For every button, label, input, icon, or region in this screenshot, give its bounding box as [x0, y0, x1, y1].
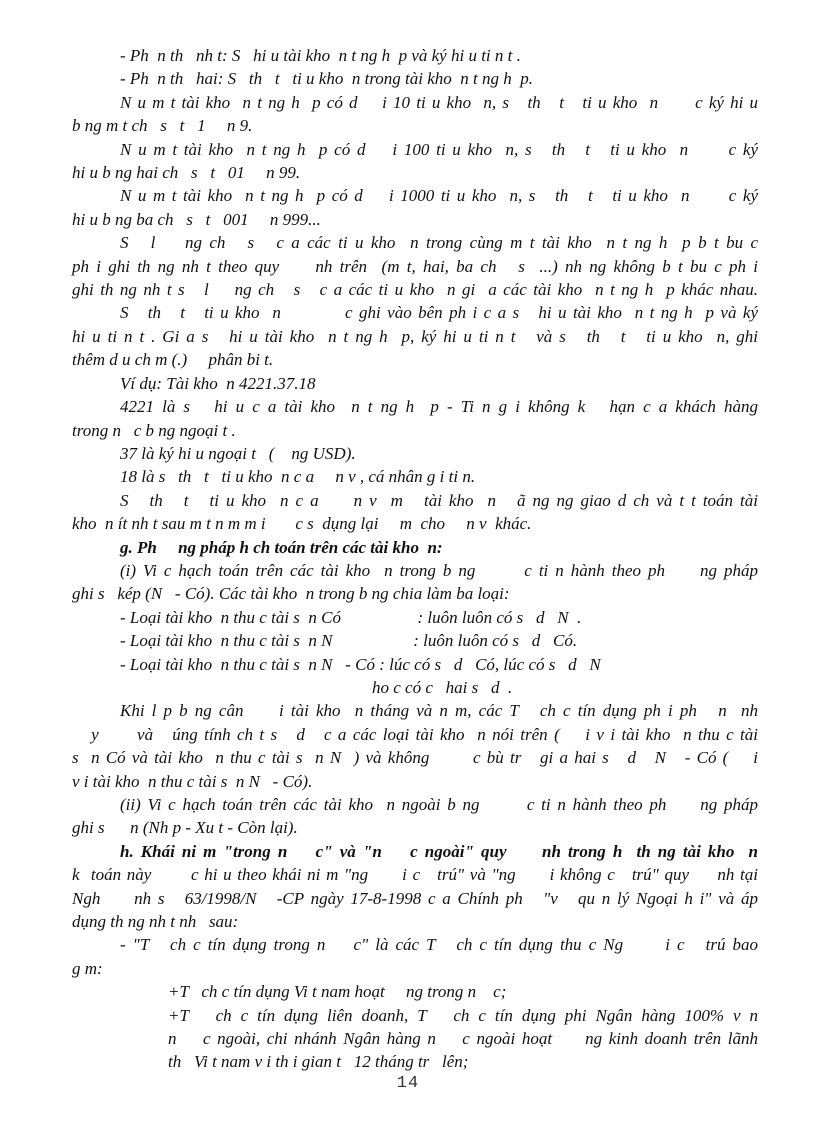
- text-line: - "T ch c tín dụng trong n c" là các T ch c tín dụng thu c Ng i c trú bao: [120, 935, 758, 955]
- text-line: ph i ghi th ng nh t theo quy nh trên (m t, hai, ba ch s ...) nh ng không b t bu c ph i: [72, 256, 758, 276]
- text-line: - Loại tài kho n thu c tài s n N : luôn luôn có s d Có.: [120, 631, 578, 651]
- text-line: kho n ít nh t sau m t n m m i c s dụng lại m cho n v khác.: [72, 514, 532, 534]
- text-line: b ng m t ch s t 1 n 9.: [72, 116, 253, 136]
- text-line: n c ngoài, chi nhánh Ngân hàng n c ngoài hoạt ng kinh doanh trên lãnh: [168, 1029, 758, 1049]
- text-line: S th t ti u kho n c a n v m tài kho n ã ng ng giao d ch và t t toán tài: [120, 490, 758, 510]
- text-line: thêm d u ch m (.) phân bi t.: [72, 350, 274, 370]
- page-number: 14: [396, 1074, 420, 1093]
- text-line: h. Khái ni m "trong n c" và "n c ngoài" quy nh trong h th ng tài kho n: [120, 841, 758, 861]
- text-line: Ngh nh s 63/1998/N -CP ngày 17-8-1998 c a Chính ph "v qu n lý Ngoại h i" và áp: [72, 888, 758, 908]
- text-line: ghi th ng nh t s l ng ch s c a các ti u kho n gi a các tài kho n t ng h p khác nhau.: [72, 280, 758, 300]
- text-line: th Vi t nam v i th i gian t 12 tháng tr lên;: [168, 1052, 469, 1072]
- text-line: trong n c b ng ngoại t .: [72, 420, 236, 440]
- text-line: (ii) Vi c hạch toán trên các tài kho n ngoài b ng c ti n hành theo ph ng pháp: [120, 795, 758, 814]
- text-line: g. Ph ng pháp h ch toán trên các tài kho n:: [120, 537, 443, 557]
- text-line: g m:: [72, 958, 103, 978]
- text-line: N u m t tài kho n t ng h p có d i 100 ti u kho n, s th t ti u kho n c ký: [120, 139, 758, 159]
- text-line: Ví dụ: Tài kho n 4221.37.18: [120, 373, 316, 393]
- text-line: s n Có và tài kho n thu c tài s n N ) và không c bù tr gi a hai s d N - Có ( i: [72, 748, 758, 768]
- text-line: ghi s kép (N - Có). Các tài kho n trong b ng chia làm ba loại:: [72, 584, 510, 604]
- text-line: - Loại tài kho n thu c tài s n N - Có : lúc có s d Có, lúc có s d N: [120, 654, 601, 674]
- text-line: k toán này c hi u theo khái ni m "ng i c trú" và "ng i không c trú" quy nh tại: [72, 865, 758, 885]
- text-line: N u m t tài kho n t ng h p có d i 1000 ti u kho n, s th t ti u kho n c ký: [120, 186, 758, 206]
- text-line: ho c có c hai s d .: [372, 677, 513, 697]
- text-line: v i tài kho n thu c tài s n N - Có).: [72, 771, 313, 791]
- text-line: (i) Vi c hạch toán trên các tài kho n trong b ng c ti n hành theo ph ng pháp: [120, 560, 758, 580]
- text-line: +T ch c tín dụng Vi t nam hoạt ng trong n c;: [168, 982, 507, 1002]
- text-line: 18 là s th t ti u kho n c a n v , cá nhân g i ti n.: [120, 467, 476, 487]
- document-body: [72, 44, 758, 1074]
- text-line: hi u b ng hai ch s t 01 n 99.: [72, 163, 301, 183]
- text-line: y và úng tính ch t s d c a các loại tài kho n nói trên ( i v i tài kho n thu c tài: [72, 724, 758, 744]
- text-line: ghi s n (Nh p - Xu t - Còn lại).: [72, 818, 298, 838]
- text-line: Khi l p b ng cân i tài kho n tháng và n m, các T ch c tín dụng ph i ph n nh: [120, 701, 758, 721]
- text-line: dụng th ng nh t nh sau:: [72, 912, 239, 932]
- text-line: 37 là ký hi u ngoại t ( ng USD).: [120, 443, 356, 463]
- text-line: hi u b ng ba ch s t 001 n 999...: [72, 209, 321, 229]
- text-line: S th t ti u kho n c ghi vào bên ph i c a s hi u tài kho n t ng h p và ký: [120, 303, 758, 323]
- text-line: N u m t tài kho n t ng h p có d i 10 ti u kho n, s th t ti u kho n c ký hi u: [120, 92, 758, 112]
- text-line: - Loại tài kho n thu c tài s n Có : luôn luôn có s d N .: [120, 607, 582, 627]
- text-line: hi u ti n t . Gi a s hi u tài kho n t ng h p, ký hi u ti n t và s th t ti u kho n, ghi: [72, 326, 758, 346]
- text-line: +T ch c tín dụng liên doanh, T ch c tín dụng phi Ngân hàng 100% v n: [168, 1005, 758, 1025]
- text-line: - Ph n th hai: S th t ti u kho n trong tài kho n t ng h p.: [120, 69, 534, 89]
- text-line: 4221 là s hi u c a tài kho n t ng h p - Ti n g i không k hạn c a khách hàng: [120, 397, 758, 417]
- text-line: S l ng ch s c a các ti u kho n trong cùng m t tài kho n t ng h p b t bu c: [120, 233, 758, 253]
- text-line: - Ph n th nh t: S hi u tài kho n t ng h p và ký hi u ti n t .: [120, 46, 521, 65]
